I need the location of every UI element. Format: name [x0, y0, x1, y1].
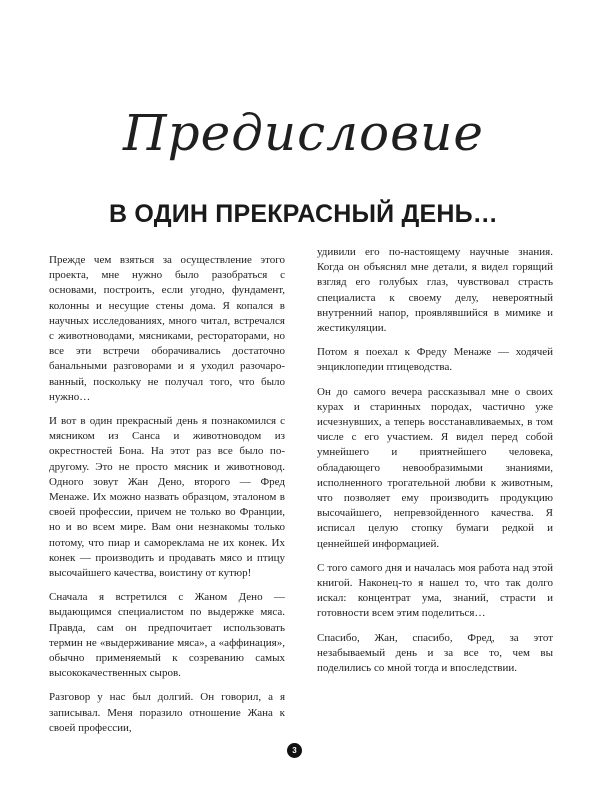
paragraph: Разговор у нас был долгий. Он говорил, а я записывал. Меня поразило отношение Жана к своей профессии, [49, 691, 285, 734]
paragraph: Он до самого вечера рассказывал мне о своих курах и старинных породах, частично уже исчезнувших, а теперь восстанавливаемых, в том числе с его участием. Я видел перед собой умнейшего и приятнейшего человека, обладающего невообразимыми знаниями, исполненного трогательной любви к животным, что позволяет ему производить продукцию высочайшего, непревзойденного качества. Я исписал целую стопку бумаги редкой и ценнейшей информацией. [317, 385, 553, 550]
chapter-script-title: Предисловие [123, 104, 484, 162]
paragraph: С того самого дня и началась моя работа над этой книгой. Наконец-то я нашел то, что так долго искал: концентрат ума, знаний, страсти и готовности всем этим поделиться… [317, 561, 553, 620]
chapter-headline: В ОДИН ПРЕКРАСНЫЙ ДЕНЬ… [109, 200, 498, 228]
paragraph: Спасибо, Жан, спасибо, Фред, за этот незабываемый день и за все то, чем вы поделились со мной тогда и впоследствии. [317, 631, 553, 675]
paragraph: Потом я поехал к Фреду Менаже — ходячей энциклопедии птицеводства. [317, 346, 553, 374]
paragraph: Прежде чем взяться за осуществление этого проекта, мне нужно было разобраться с основами, построить, если угодно, фундамент, колонны и несущие стены дома. Я копался в научных исследованиях, много читал, встречался с животноводами, мясниками, рестораторами, но все эти встречи оборачивались достаточно банальными разговорами и я уходил разочарованный, поскольку не получал того, что было нужно… [49, 254, 285, 403]
paragraph: Сначала я встретился с Жаном Дено — выдающимся специалистом по выдержке мяса. Правда, сам он предпочитает использовать термин не «выдерживание мяса», а «аффинация», обычно применяемый к созреванию самых высококачественных сыров. [49, 591, 285, 680]
text-column-left [49, 253, 285, 745]
paragraph: И вот в один прекрасный день я познакомился с мясником из Санса и животноводом из окрестностей Бона. На этот раз все было по-другому. Это не просто мясник и животновод. Одного зовут Жан Дено, второго — Фред Менаже. Их можно назвать образцом, эталоном в своей профессии, причем не только во Франции, но и во всем мире. Вам они незнакомы только потому, что пиар и самореклама не их конек. Их конек — производить и продавать мясо и птицу высочайшего качества, воистину от кутюр! [49, 415, 285, 580]
page-number-badge: 3 [287, 743, 302, 758]
text-column-right [317, 245, 553, 685]
paragraph: удивили его по-настоящему научные знания. Когда он объяснял мне детали, я видел горящий взгляд его голубых глаз, чувствовал страсть специалиста к своему делу, невероятный внутренний напор, проявлявшийся в мимике и жестикуляции. [317, 246, 553, 335]
